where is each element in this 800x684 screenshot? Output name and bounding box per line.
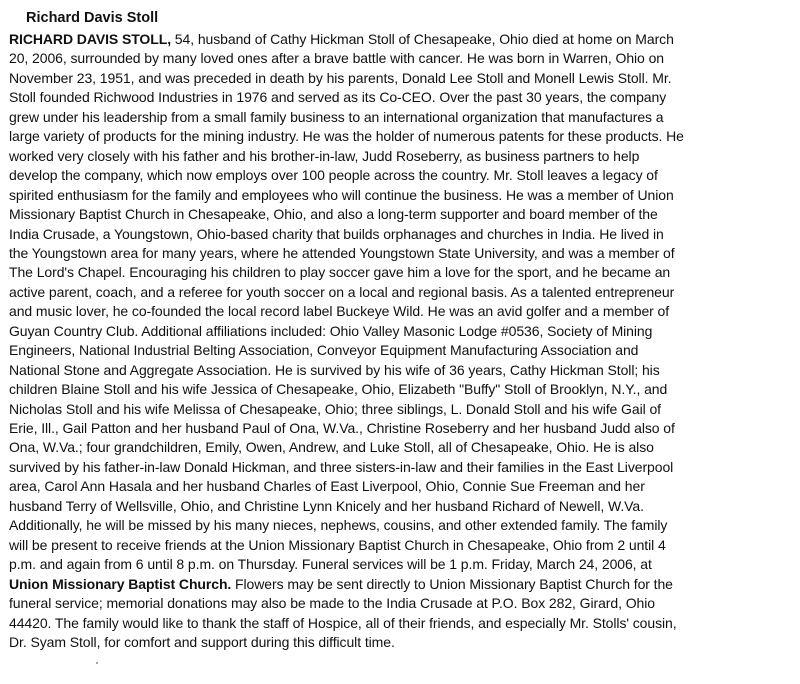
- obituary-text: Erie, Ill., Gail Patton and her husband Paul of Ona, W.Va., Christine Roseberry and her husband Judd also of: [9, 420, 675, 436]
- obituary-text: 44420. The family would like to thank the staff of Hospice, all of their friends, and especially Mr. Stolls' cousin,: [9, 614, 677, 631]
- obituary-text: Guyan Country Club. Additional affiliations included: Ohio Valley Masonic Lodge #0536, Society of Mining: [9, 322, 653, 339]
- obituary-line: [9, 419, 675, 438]
- obituary-text: Additionally, he will be missed by his many nieces, nephews, cousins, and other extended family. The family: [9, 517, 668, 534]
- obituary-text: National Stone and Aggregate Association. He is survived by his wife of 36 years, Cathy Hickman Stoll; his: [9, 361, 660, 378]
- obituary-text: survived by his father-in-law Donald Hickman, and three sisters-in-law and their families in the East Liverpool: [9, 458, 674, 475]
- obituary-line: [9, 283, 674, 302]
- obituary-text: India Crusade, a Youngstown, Ohio-based charity that builds orphanages and churches in India. He lived in: [9, 225, 664, 242]
- obituary-line: [9, 614, 677, 633]
- obituary-line: [9, 127, 684, 146]
- obituary-bold-text: Union Missionary Baptist Church.: [9, 575, 232, 592]
- obituary-text: Stoll founded Richwood Industries in 1976 and served as its Co-CEO. Over the past 30 years, the company: [9, 89, 667, 106]
- obituary-text: Flowers may be sent directly to Union Missionary Baptist Church for the: [231, 575, 673, 592]
- scan-speck: [96, 662, 98, 664]
- obituary-text: large variety of products for the mining industry. He was the holder of numerous patents for these products. He: [9, 128, 684, 145]
- obituary-text: November 23, 1951, and was preceded in death by his parents, Donald Lee Stoll and Monell Lewis Stoll. Mr.: [9, 69, 672, 86]
- obituary-line: [9, 536, 666, 555]
- obituary-line: [9, 341, 638, 360]
- obituary-text: Engineers, National Industrial Belting Association, Conveyor Equipment Manufacturing Association and: [9, 342, 639, 359]
- obituary-line: [9, 322, 652, 341]
- obituary-text: Ona, W.Va.; four grandchildren, Emily, Owen, Andrew, and Luke Stoll, all of Chesapeake, Ohio. He is also: [9, 439, 654, 456]
- obituary-text: grew under his leadership from a small family business to an international organization that manufactures a: [9, 108, 664, 125]
- obituary-line: [9, 497, 644, 516]
- obituary-line: [9, 400, 661, 419]
- obituary-text: develop the company, which now employs over 100 people across the country. Mr. Stoll leaves a legacy of: [9, 167, 658, 184]
- obituary-heading: Richard Davis Stoll: [26, 10, 159, 26]
- obituary-text: husband Terry of Wellsville, Ohio, and Christine Lynn Knicely and her husband Richard of Newell, W.Va.: [9, 497, 644, 514]
- obituary-text: Dr. Syam Stoll, for comfort and support during this difficult time.: [9, 633, 395, 650]
- obituary-text: The Lord's Chapel. Encouraging his children to play soccer gave him a love for the sport, and he became an: [9, 264, 671, 281]
- obituary-text: Missionary Baptist Church in Chesapeake, Ohio, and also a long-term supporter and board member of the: [9, 206, 658, 223]
- obituary-line: [9, 516, 667, 535]
- obituary-line: [9, 186, 674, 205]
- obituary-text: funeral service; memorial donations may also be made to the India Crusade at P.O. Box 282, Girard, Ohio: [9, 595, 655, 612]
- obituary-text: children Blaine Stoll and his wife Jessica of Chesapeake, Ohio, Elizabeth "Buffy" Stoll of Brooklyn, N.Y., and: [9, 381, 668, 398]
- obituary-text: worked very closely with his father and his brother-in-law, Judd Roseberry, as business partners to help: [9, 147, 640, 164]
- obituary-text: active parent, coach, and a referee for youth soccer on a local and regional basis. As a talented entrepreneur: [9, 283, 675, 300]
- obituary-text: 54, husband of Cathy Hickman Stoll of Chesapeake, Ohio died at home on March: [171, 31, 674, 47]
- obituary-line: [9, 555, 652, 574]
- obituary-text: 20, 2006, surrounded by many loved ones after a brave battle with cancer. He was born in Warren, Ohio on: [9, 50, 664, 67]
- obituary-text: will be present to receive friends at the Union Missionary Baptist Church in Chesapeake, Ohio from 2 until 4: [9, 536, 666, 553]
- obituary-line: [9, 166, 658, 185]
- obituary-text: p.m. and again from 6 until 8 p.m. on Thursday. Funeral services will be 1 p.m. Friday, March 24, 2006, at: [9, 556, 652, 573]
- obituary-line: [9, 380, 667, 399]
- obituary-text: Nicholas Stoll and his wife Melissa of Chesapeake, Ohio; three siblings, L. Donald Stoll and his wife Gail of: [9, 400, 661, 417]
- obituary-line: [9, 69, 671, 88]
- obituary-line: [9, 633, 395, 652]
- obituary-text: area, Carol Ann Hasala and her husband Charles of East Liverpool, Ohio, Connie Sue Freeman and her: [9, 478, 645, 495]
- obituary-text: and music lover, he co-founded the local record label Buckeye Wild. He was an avid golfer and a member of: [9, 303, 670, 320]
- obituary-text: the Youngstown area for many years, where he attended Youngstown State University, and was a member of: [9, 244, 675, 261]
- obituary-text: spirited enthusiasm for the family and employees who will continue the business. He was a member of Union: [9, 186, 674, 203]
- obituary-line: [9, 244, 675, 263]
- obituary-line: [9, 477, 645, 496]
- obituary-line: [9, 594, 655, 613]
- obituary-line: [9, 108, 663, 127]
- obituary-line: [9, 361, 660, 380]
- obituary-line: [9, 88, 666, 107]
- obituary-line: [9, 263, 670, 282]
- obituary-line: [9, 458, 673, 477]
- obituary-line: [9, 147, 639, 166]
- obituary-line: [9, 438, 654, 457]
- obituary-line: [9, 225, 664, 244]
- obituary-line: [9, 30, 674, 49]
- obituary-line: [9, 302, 669, 321]
- obituary-line: [9, 575, 673, 594]
- obituary-line: [9, 49, 664, 68]
- obituary-line: [9, 205, 658, 224]
- obituary-bold-text: RICHARD DAVIS STOLL,: [9, 31, 171, 47]
